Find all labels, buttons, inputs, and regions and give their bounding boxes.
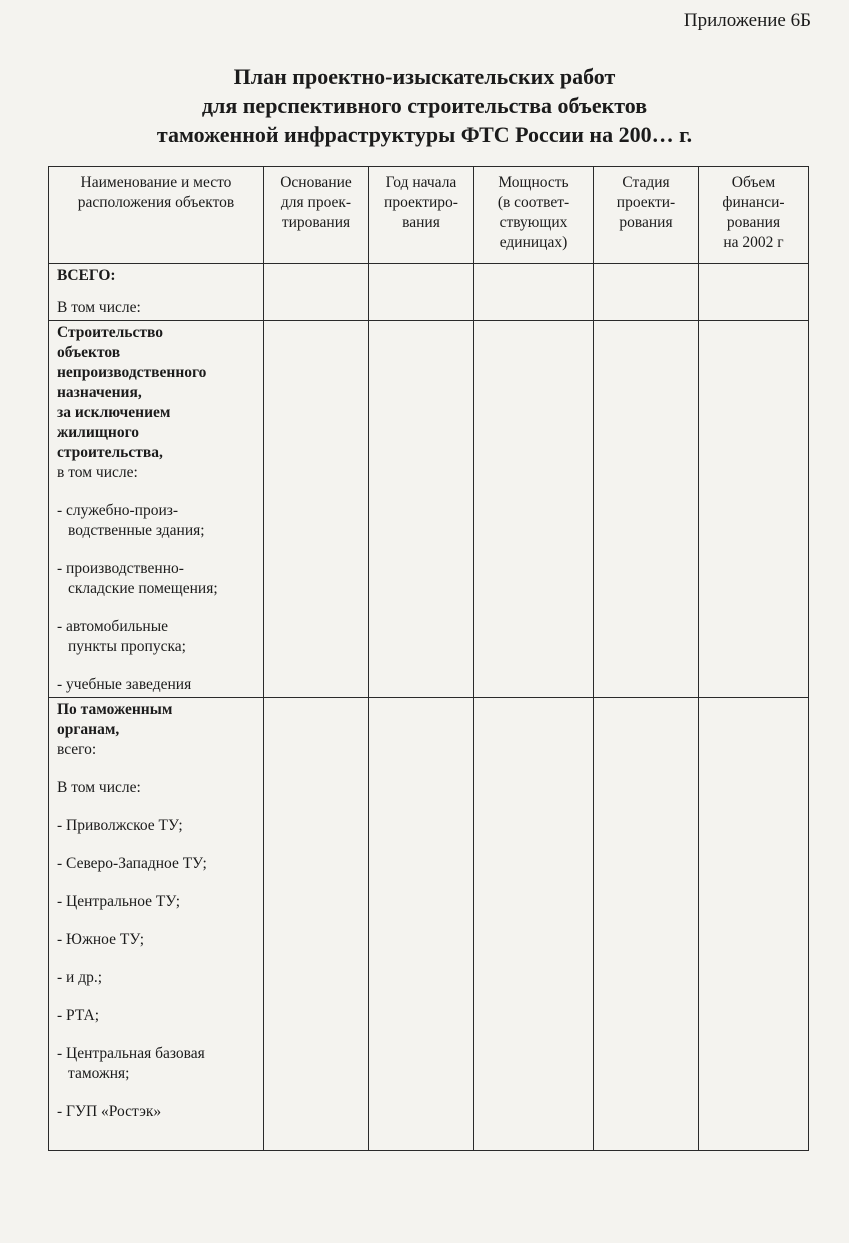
table-cell bbox=[264, 264, 369, 321]
table-cell bbox=[369, 321, 474, 698]
document-title bbox=[0, 62, 849, 149]
plan-table bbox=[48, 166, 809, 1151]
table-cell bbox=[594, 698, 699, 1151]
title-line: для перспективного строительства объектов bbox=[201, 93, 648, 118]
row-customs-name: По таможенным органам, всего: В том числе: - Приволжское ТУ; - Северо-Западное ТУ; - Центральное ТУ; - Южное ТУ; - и др.; - РТА; - Центральная базовая таможня; - ГУП «Ростэк» bbox=[49, 698, 264, 1151]
table-cell bbox=[594, 264, 699, 321]
table-row bbox=[49, 264, 809, 321]
table-cell bbox=[594, 321, 699, 698]
table-cell bbox=[264, 698, 369, 1151]
table-row bbox=[49, 321, 809, 698]
table-cell bbox=[699, 698, 809, 1151]
table-row bbox=[49, 698, 809, 1151]
appendix-label: Приложение 6Б bbox=[683, 10, 811, 31]
title-line: таможенной инфраструктуры ФТС России на 200… г. bbox=[156, 122, 693, 147]
header-object-name: Наименование и место расположения объектов bbox=[49, 167, 264, 264]
table-cell bbox=[474, 321, 594, 698]
table-cell bbox=[369, 264, 474, 321]
header-funding: Объем финанси- рования на 2002 г bbox=[699, 167, 809, 264]
table-header-row bbox=[49, 167, 809, 264]
table-cell bbox=[474, 264, 594, 321]
table-cell bbox=[474, 698, 594, 1151]
row-total-name: ВСЕГО: В том числе: bbox=[49, 264, 264, 321]
header-basis: Основание для проек- тирования bbox=[264, 167, 369, 264]
table-cell bbox=[264, 321, 369, 698]
header-stage: Стадия проекти- рования bbox=[594, 167, 699, 264]
header-capacity: Мощность (в соответ- ствующих единицах) bbox=[474, 167, 594, 264]
header-start-year: Год начала проектиро- вания bbox=[369, 167, 474, 264]
row-construction-name: Строительство объектов непроизводственного назначения, за исключением жилищного строительства, в том числе: - служебно-произ- водственные здания; - производственно- складские помещения; - автомобильные пункты пропуска; - учебные заведения bbox=[49, 321, 264, 698]
table-cell bbox=[699, 264, 809, 321]
table-cell bbox=[369, 698, 474, 1151]
title-line: План проектно-изыскательских работ bbox=[233, 64, 616, 89]
table-cell bbox=[699, 321, 809, 698]
